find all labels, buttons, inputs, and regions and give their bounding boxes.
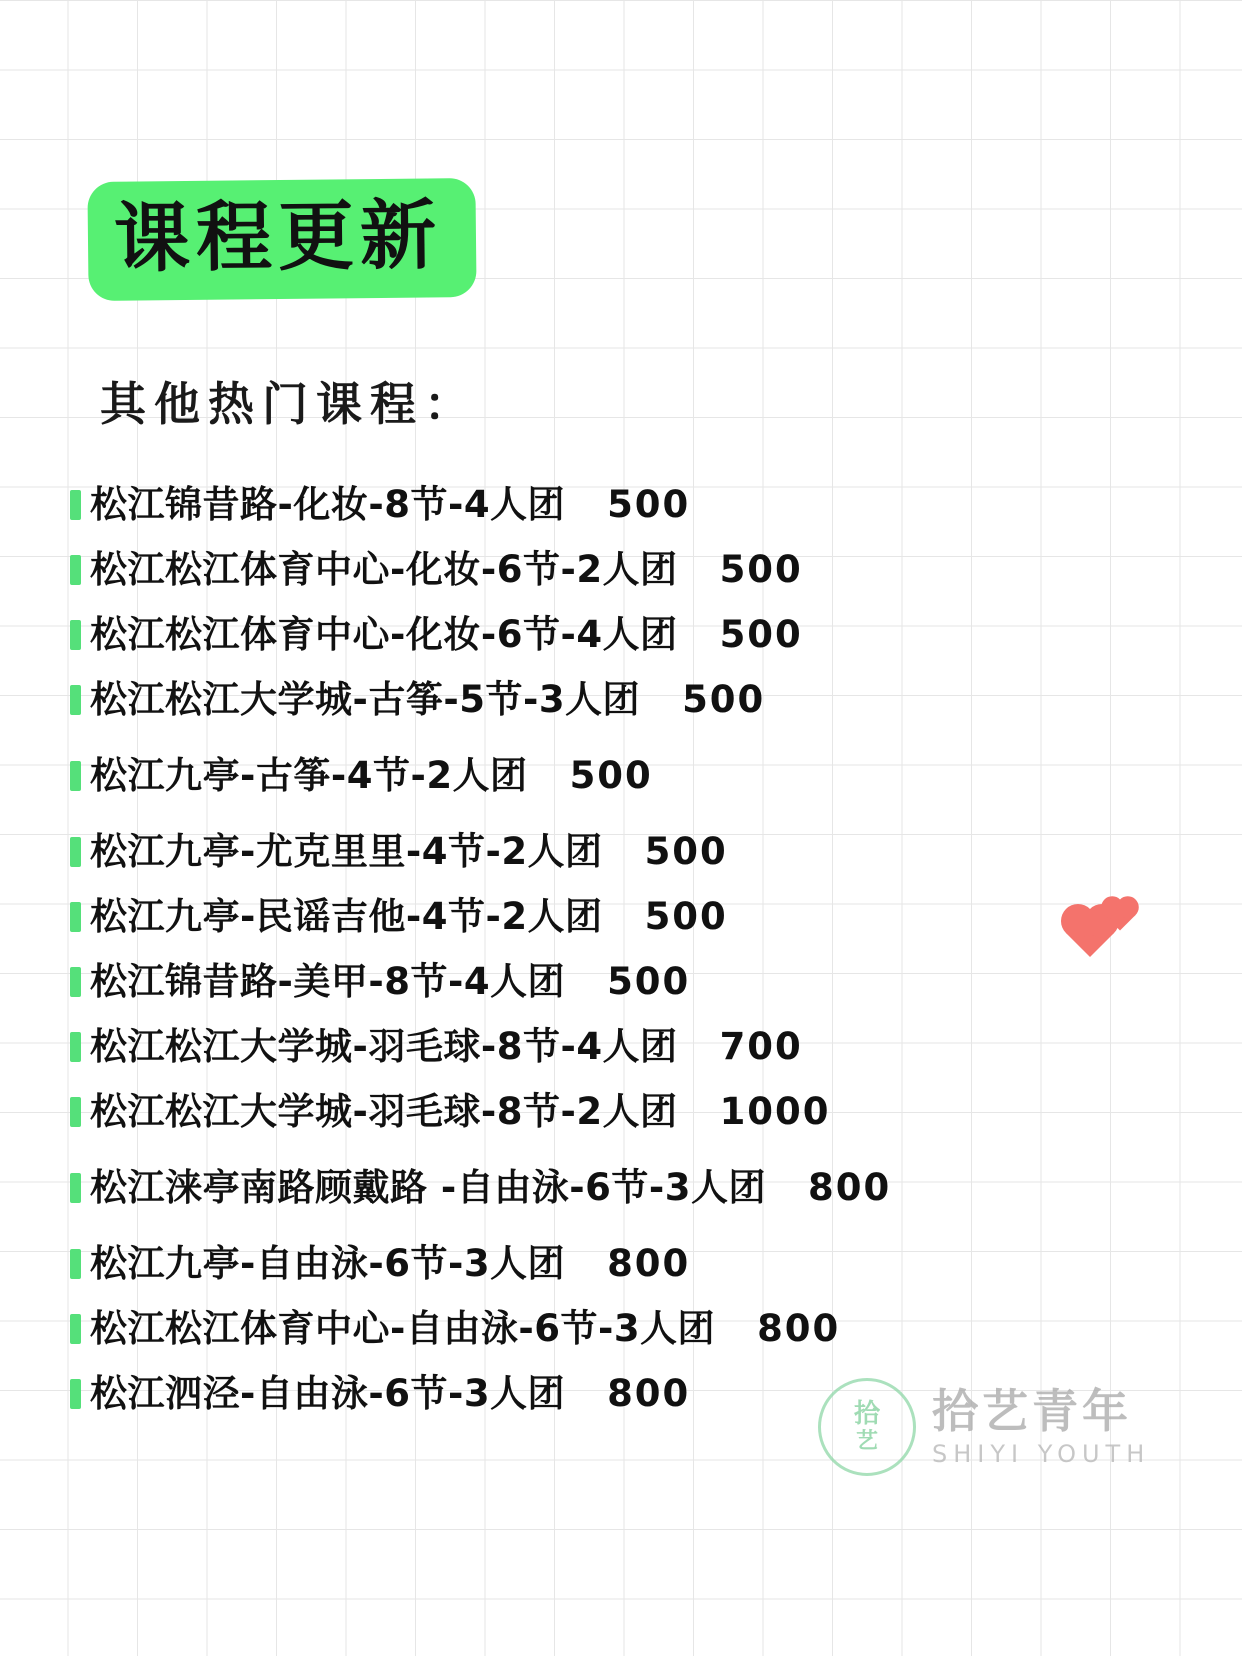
course-name: 松江松江大学城-羽毛球-8节-4人团 [90,1025,678,1068]
course-price: 800 [607,1242,691,1285]
list-item [70,604,1130,658]
watermark-text [932,1383,1151,1469]
brand-logo-icon [818,1378,916,1476]
bullet-icon [70,1032,81,1062]
bullet-icon [70,1249,81,1279]
course-price: 500 [607,483,691,526]
list-item [70,539,1130,593]
bullet-icon [70,761,81,791]
course-price: 700 [719,1025,803,1068]
list-item [70,886,1130,940]
course-price: 500 [719,548,803,591]
list-item [70,474,1130,528]
course-price: 1000 [719,1090,831,1133]
bullet-icon [70,620,81,650]
course-name: 松江锦昔路-化妆-8节-4人团 [90,483,566,526]
bullet-icon [70,685,81,715]
page-title: 课程更新 [113,190,443,283]
list-item [70,1081,1130,1135]
list-item [70,1157,1130,1211]
course-price: 500 [682,678,766,721]
bullet-icon [70,1379,81,1409]
watermark [818,1378,1150,1476]
bullet-icon [70,1314,81,1344]
list-item [70,1298,1130,1352]
title-highlight-marker [87,178,476,301]
list-item [70,669,1130,723]
course-name: 松江九亭-古筝-4节-2人团 [90,754,528,797]
logo-char-bottom: 艺 [855,1429,878,1454]
heart-decoration [1065,896,1155,966]
course-name: 松江松江体育中心-化妆-6节-2人团 [90,548,678,591]
course-name: 松江九亭-自由泳-6节-3人团 [90,1242,566,1285]
course-price: 500 [719,613,803,656]
course-name: 松江涞亭南路顾戴路 -自由泳-6节-3人团 [90,1166,766,1209]
course-price: 500 [607,960,691,1003]
course-name: 松江锦昔路-美甲-8节-4人团 [90,960,566,1003]
course-price: 500 [569,754,653,797]
brand-name-en: SHIYI YOUTH [932,1440,1151,1469]
course-price: 500 [644,895,728,938]
course-price: 800 [807,1166,892,1209]
course-name: 松江松江大学城-羽毛球-8节-2人团 [90,1090,678,1133]
course-name: 松江松江大学城-古筝-5节-3人团 [90,678,641,721]
logo-char-top: 拾 [853,1399,880,1429]
bullet-icon [70,1173,81,1203]
title-block [88,180,476,299]
course-name: 松江泗泾-自由泳-6节-3人团 [90,1372,566,1415]
course-list [70,474,1130,1428]
bullet-icon [70,490,81,520]
list-item [70,1233,1130,1287]
section-subtitle: 其他热门课程： [100,377,478,431]
course-price: 800 [757,1307,841,1350]
bullet-icon [70,1097,81,1127]
course-name: 松江九亭-尤克里里-4节-2人团 [90,830,603,873]
bullet-icon [70,837,81,867]
list-item [70,1016,1130,1070]
course-price: 500 [644,830,728,873]
bullet-icon [70,555,81,585]
brand-name-cn: 拾艺青年 [932,1383,1132,1438]
course-name: 松江松江体育中心-化妆-6节-4人团 [90,613,678,656]
list-item [70,745,1130,799]
course-name: 松江九亭-民谣吉他-4节-2人团 [90,895,603,938]
list-item [70,821,1130,875]
course-price: 800 [607,1372,691,1415]
list-item [70,951,1130,1005]
bullet-icon [70,902,81,932]
bullet-icon [70,967,81,997]
course-name: 松江松江体育中心-自由泳-6节-3人团 [90,1307,716,1350]
